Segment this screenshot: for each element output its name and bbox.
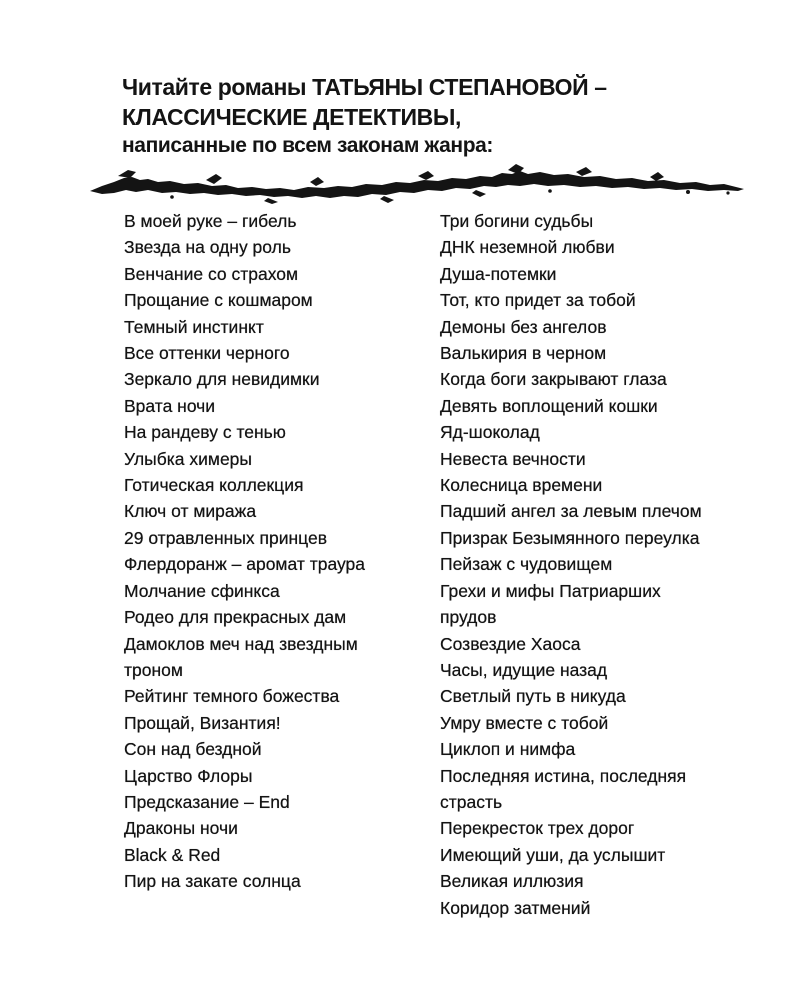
- list-item: Флердоранж – аромат траура: [124, 554, 365, 575]
- list-item: Венчание со страхом: [124, 263, 299, 284]
- list-item: Улыбка химеры: [124, 448, 252, 469]
- list-item: Три богини судьбы: [440, 211, 594, 231]
- list-item: Black & Red: [124, 844, 221, 865]
- list-item: Умру вместе с тобой: [440, 712, 609, 733]
- list-item: Пир на закате солнца: [124, 871, 301, 892]
- list-item: Демоны без ангелов: [440, 316, 607, 337]
- list-item: Колесница времени: [440, 475, 603, 496]
- list-item: На рандеву с тенью: [124, 422, 286, 443]
- heading-line-2: КЛАССИЧЕСКИЕ ДЕТЕКТИВЫ,: [122, 104, 462, 130]
- list-item: страсть: [440, 791, 503, 812]
- list-item: Яд-шоколад: [440, 422, 540, 443]
- list-item: Драконы ночи: [124, 818, 238, 839]
- page-heading: [122, 72, 722, 160]
- list-item: Перекресток трех дорог: [440, 818, 635, 839]
- list-item: Валькирия в черном: [440, 343, 607, 364]
- list-item: троном: [124, 659, 183, 680]
- list-item: Предсказание – End: [124, 791, 290, 812]
- list-item: Ключ от миража: [124, 501, 257, 522]
- list-item: ДНК неземной любви: [440, 237, 615, 258]
- list-item: В моей руке – гибель: [124, 211, 297, 231]
- right-title-list: [440, 208, 760, 921]
- list-item: Зеркало для невидимки: [124, 369, 320, 390]
- list-item: Дамоклов меч над звездным: [124, 633, 358, 654]
- list-item: Родео для прекрасных дам: [124, 607, 347, 628]
- list-item: Тот, кто придет за тобой: [440, 290, 636, 311]
- list-item: Рейтинг темного божества: [124, 686, 340, 707]
- list-item: прудов: [440, 607, 497, 628]
- list-item: Пейзаж с чудовищем: [440, 554, 613, 575]
- list-item: Циклоп и нимфа: [440, 739, 576, 760]
- list-item: Часы, идущие назад: [440, 659, 608, 680]
- list-item: Все оттенки черного: [124, 343, 290, 364]
- heading-line-3: написанные по всем законам жанра:: [122, 134, 494, 157]
- list-item: Темный инстинкт: [124, 316, 264, 337]
- list-item: Грехи и мифы Патриарших: [440, 580, 661, 601]
- list-item: Звезда на одну роль: [124, 237, 291, 258]
- list-item: Когда боги закрывают глаза: [440, 369, 667, 390]
- list-item: Прощание с кошмаром: [124, 290, 313, 311]
- list-item: Душа-потемки: [440, 263, 557, 284]
- list-item: Сон над бездной: [124, 739, 262, 760]
- list-item: 29 отравленных принцев: [124, 527, 328, 548]
- list-item: Светлый путь в никуда: [440, 686, 626, 707]
- list-item: Прощай, Византия!: [124, 712, 281, 733]
- list-item: Имеющий уши, да услышит: [440, 844, 666, 865]
- list-item: Невеста вечности: [440, 448, 586, 469]
- list-item: Готическая коллекция: [124, 475, 304, 496]
- list-item: Молчание сфинкса: [124, 580, 280, 601]
- list-item: Девять воплощений кошки: [440, 395, 658, 416]
- list-item: Великая иллюзия: [440, 871, 584, 892]
- list-item: Коридор затмений: [440, 897, 591, 918]
- left-title-list: [124, 208, 424, 895]
- heading-line-1: Читайте романы ТАТЬЯНЫ СТЕПАНОВОЙ –: [122, 74, 607, 100]
- list-item: Царство Флоры: [124, 765, 253, 786]
- list-item: Падший ангел за левым плечом: [440, 501, 702, 522]
- list-item: Созвездие Хаоса: [440, 633, 581, 654]
- list-item: Последняя истина, последняя: [440, 765, 687, 786]
- ink-brush-stroke-icon: [88, 160, 748, 208]
- list-item: Врата ночи: [124, 395, 216, 416]
- list-item: Призрак Безымянного переулка: [440, 527, 700, 548]
